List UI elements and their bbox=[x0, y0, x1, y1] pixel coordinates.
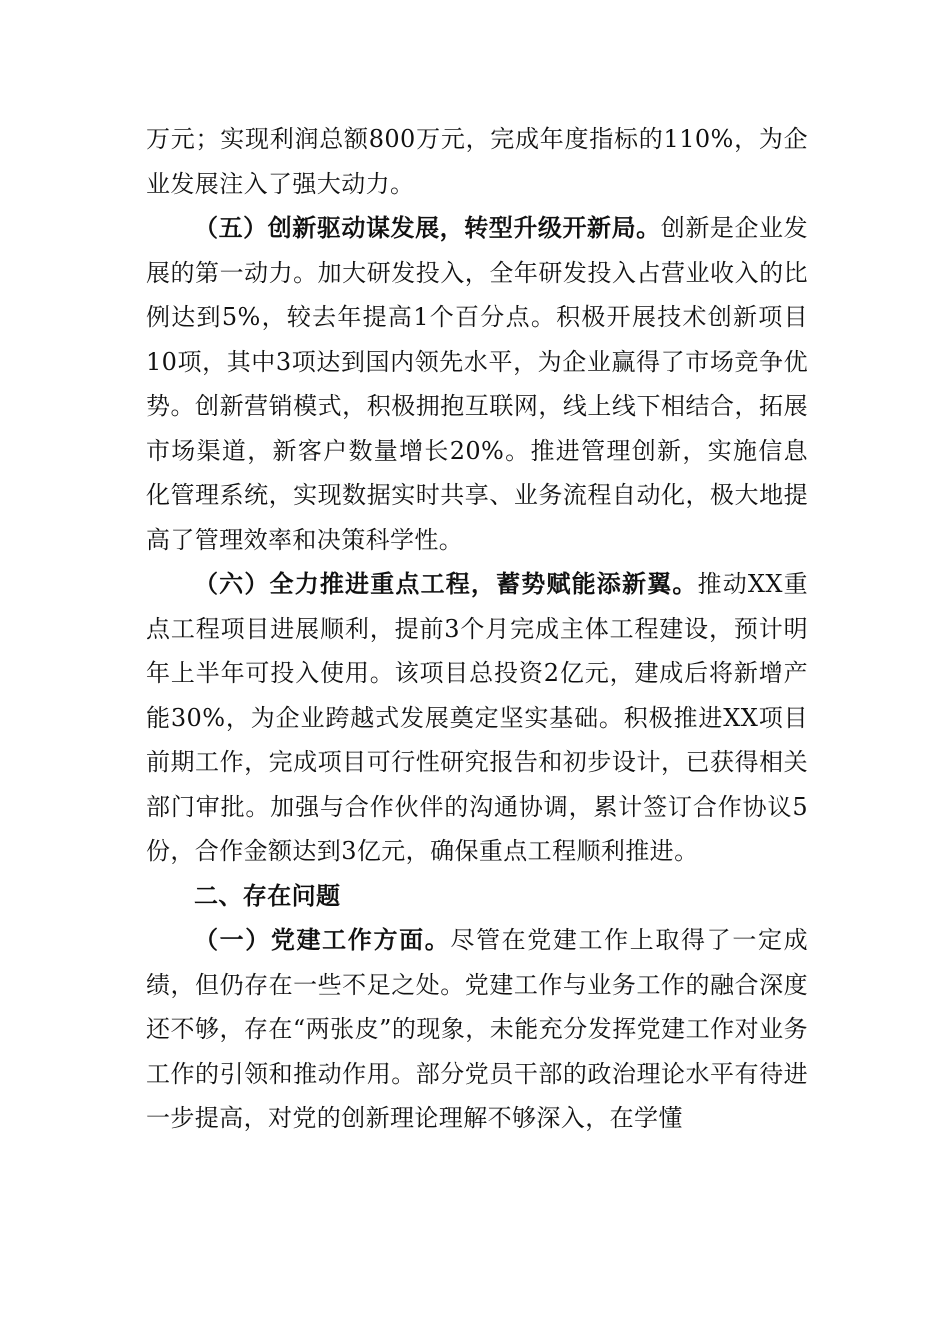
paragraph-text: 尽管在党建工作上取得了一定成绩，但仍存在一些不足之处。党建工作与业务工作的融合深度还不够，存在“两张皮”的现象，未能充分发挥党建工作对业务工作的引领和推动作用。部分党员干部的政治理论水平有待进一步提高，对党的创新理论理解不够深入，在学懂 bbox=[146, 926, 808, 1132]
paragraph-text: 创新是企业发展的第一动力。加大研发投入，全年研发投入占营业收入的比例达到5%，较去年提高1个百分点。积极开展技术创新项目10项，其中3项达到国内领先水平，为企业赢得了市场竞争优势。创新营销模式，积极拥抱互联网，线上线下相结合，拓展市场渠道，新客户数量增长20%。推进管理创新，实施信息化管理系统，实现数据实时共享、业务流程自动化，极大地提高了管理效率和决策科学性。 bbox=[146, 214, 808, 554]
paragraph-text: 推动XX重点工程项目进展顺利，提前3个月完成主体工程建设，预计明年上半年可投入使用。该项目总投资2亿元，建成后将新增产能30%，为企业跨越式发展奠定坚实基础。积极推进XX项目前期工作，完成项目可行性研究报告和初步设计，已获得相关部门审批。加强与合作伙伴的沟通协调，累计签订合作协议5份，合作金额达到3亿元，确保重点工程顺利推进。 bbox=[146, 570, 809, 865]
document-body bbox=[146, 117, 808, 1141]
paragraph-revenue-continuation bbox=[146, 117, 808, 206]
paragraph-party-building-issues bbox=[146, 918, 808, 1141]
paragraph-innovation bbox=[146, 206, 808, 562]
paragraph-key-projects bbox=[146, 562, 808, 874]
paragraph-lead-heading: （六）全力推进重点工程，蓄势赋能添新翼。 bbox=[194, 570, 698, 598]
paragraph-lead-heading: （一）党建工作方面。 bbox=[194, 926, 451, 954]
paragraph-lead-heading: （五）创新驱动谋发展，转型升级开新局。 bbox=[194, 214, 661, 242]
paragraph-text: 万元；实现利润总额800万元，完成年度指标的110%，为企业发展注入了强大动力。 bbox=[146, 125, 808, 198]
section-heading-issues: 二、存在问题 bbox=[194, 881, 341, 910]
